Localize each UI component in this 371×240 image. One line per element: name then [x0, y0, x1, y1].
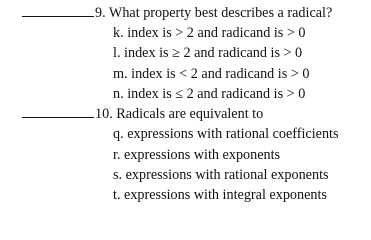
option-m: m. index is < 2 and radicand is > 0 — [113, 66, 310, 82]
option-k: k. index is > 2 and radicand is > 0 — [113, 25, 306, 41]
option-l: l. index is ≥ 2 and radicand is > 0 — [113, 45, 303, 61]
option-r: r. expressions with exponents — [113, 147, 281, 163]
question-stem: 10. Radicals are equivalent to — [95, 106, 264, 122]
question-10 — [22, 104, 263, 124]
question-9 — [22, 3, 332, 23]
answer-blank-9[interactable] — [22, 3, 94, 17]
option-s: s. expressions with rational exponents — [113, 167, 329, 183]
option-q: q. expressions with rational coefficients — [113, 126, 339, 142]
option-n: n. index is ≤ 2 and radicand is > 0 — [113, 86, 306, 102]
answer-blank-10[interactable] — [22, 104, 94, 118]
option-t: t. expressions with integral exponents — [113, 187, 327, 203]
question-stem: 9. What property best describes a radical? — [95, 5, 333, 21]
